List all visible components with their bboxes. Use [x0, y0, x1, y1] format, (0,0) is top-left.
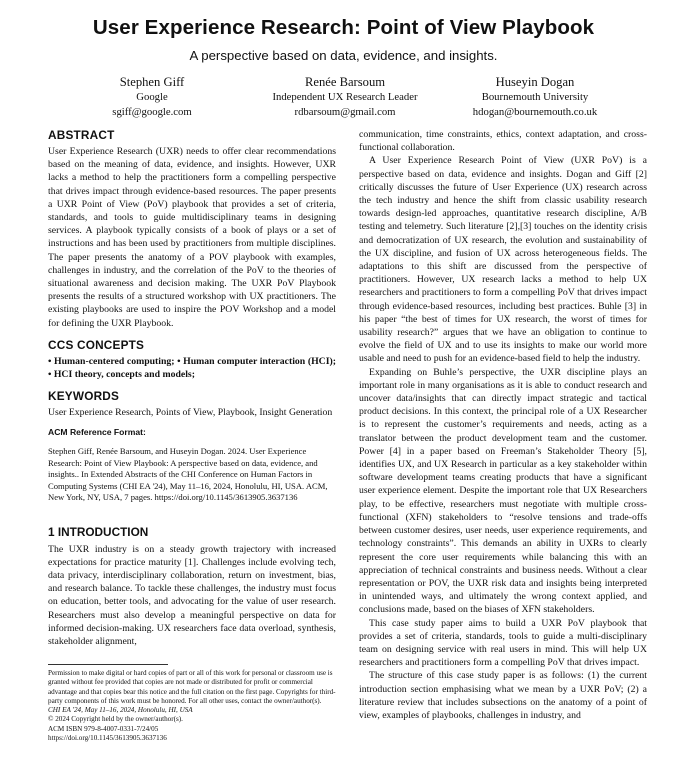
paper-subtitle: A perspective based on data, evidence, and insights. [189, 48, 498, 63]
left-column [48, 128, 336, 743]
acm-reference-heading: ACM Reference Format: [48, 427, 146, 438]
author-email: sgiff@google.com [112, 105, 192, 118]
author-affiliation: Google [136, 91, 168, 103]
author-block [235, 74, 455, 120]
paper-title: User Experience Research: Point of View Playbook [92, 16, 595, 39]
author-block [425, 74, 645, 120]
body-paragraph: Expanding on Buhle’s perspective, the UXR discipline plays an important role in many organisations as it is able to conduct research and uncover data/insights that can directly impact strategic and tactical product decisions. In this context, the principal role of a UX Researcher is to represent the customer’s requirements and needs, acting as a translator between the product development team and the customer. Power [4] in a paper based on Freeman’s Stakeholder Theory [5], identifies UX, and UX Research in particular as a key stakeholder within software development teams creating products that have a significant user experience element. Despite the important role that UX Researchers play, to be effective, researchers must negotiate with multiple cross-functional (XFN) stakeholders to “resolve tensions and trade-offs between customer desires, user needs, user experience requirements, and technology constraints”. This demands an ability in UXRs to clearly represent the core user requirements while balancing this with an appreciation of technical constraints and business needs. Without a clear representation or POV, the UXR risk data and insights being interpreted in unintended ways, and ultimately the wrong context applied, and conclusions made, based on the biases of XFN stakeholders. [359, 366, 647, 616]
abstract-text: User Experience Research (UXR) needs to offer clear recommendations based on the meaning of data, evidence, and insights. However, UXR lacks a method to help the practitioners form a compelling perspective that drives impact through evidence-based resources. The paper presents a UXR Point of View (PoV) playbook that provides a set of criteria, standards, and tools to guide multidisciplinary teams in designing services. A playbook typically consists of a book of plays or a set of instructions and has been used by practitioners from multiple disciplines. The paper presents the anatomy of a POV playbook with examples, challenges in industry, and the correlation of the PoV to the theories of situational awareness and decision making. The UXR PoV Playbook presents the results of a structured workshop with UX practitioners. The existing playbooks are used to inspire the POV Workshop and a model for defining the UXR Playbook. [48, 146, 336, 329]
body-paragraph: A User Experience Research Point of View (UXR PoV) is a perspective based on data, evidence and insights. Dogan and Giff [2] critically discusses the future of User Experience (UX) research across the tech industry and hence the shift from classic usability research towards design-led approaches, quantitative research discipline, A/B testing and telemetry. Such literature [2],[3] touches on the identity crisis and democratization of UX research, the evolution and sustainability of the UX discipline, and fusion of UX across heterogeneous fields. The adaptations to this shift are discussed from the perspective of practitioners. However, UX research lacks a method to help UX researchers and practitioners to form a compelling PoV that drives impact through evidence-based resources, including best practices. Buhle [3] in his paper “the best of times for UX research, the worst of times for usability research?” argues that we have an obligation to continue to evolve the field of UX and to use its insights to make our world more usable and need to push for an evidence-based field to help the industry. [359, 155, 647, 365]
footnote-divider [48, 664, 168, 665]
ccs-text: • Human-centered computing; • Human computer interaction (HCI); • HCI theory, concepts and models; [48, 355, 336, 381]
footnote-doi: https://doi.org/10.1145/3613905.3637136 [48, 733, 167, 742]
keywords-text: User Experience Research, Points of View, Playbook, Insight Generation [48, 407, 333, 419]
author-name: Huseyin Dogan [495, 75, 575, 89]
right-column [359, 128, 647, 722]
introduction-text: The UXR industry is on a steady growth trajectory with increased expectations for practice maturity [1]. Challenges include evolving tech, data privacy, interdisciplinary collaboration, return on investment, bias, and research balance. To tackle these challenges, the industry must focus on education, better tools, and advocating for the value of user research. Researchers must also develop a meaningful perspective on data for informed decision-making. UX researchers face data overload, synthesis, stakeholder alignment, [48, 543, 336, 648]
body-paragraph: This case study paper aims to build a UXR PoV playbook that provides a set of criteria, standards, tools to guide a multi-disciplinary team on designing service with real users in mind. This will help UX researchers and practitioners form a compelling PoV that drives impact. [359, 617, 647, 669]
author-email: rdbarsoum@gmail.com [294, 105, 396, 118]
author-name: Stephen Giff [119, 75, 185, 89]
author-email: hdogan@bournemouth.co.uk [472, 105, 598, 118]
acm-reference-text: Stephen Giff, Renée Barsoum, and Huseyin Dogan. 2024. User Experience Research: Point of View Playbook: A perspective based on data, evidence, and insights.. In Extended Abstracts of the CHI Conference on Human Factors in Computing Systems (CHI EA '24), May 11–16, 2024, Honolulu, HI, USA. ACM, New York, NY, USA, 7 pages. https://doi.org/10.1145/3613905.3637136 [48, 446, 328, 503]
author-affiliation: Independent UX Research Leader [272, 91, 418, 103]
abstract-heading: ABSTRACT [48, 128, 115, 142]
body-paragraph: The structure of this case study paper is as follows: (1) the current introduction section emphasising what we mean by a UXR PoV; (2) a literature review that includes subsections on the anatomy of a point of view, examples of playbooks, challenges in industry, and [359, 670, 647, 721]
author-affiliation: Bournemouth University [481, 91, 589, 103]
author-name: Renée Barsoum [304, 75, 386, 89]
footnote-venue: CHI EA '24, May 11–16, 2024, Honolulu, HI, USA [48, 706, 193, 715]
ccs-heading: CCS CONCEPTS [48, 337, 145, 352]
keywords-heading: KEYWORDS [48, 389, 120, 404]
footnote-isbn: ACM ISBN 979-8-4007-0331-7/24/05 [48, 724, 159, 733]
introduction-heading: 1 INTRODUCTION [48, 524, 149, 539]
footnote-copyright: © 2024 Copyright held by the owner/author(s). [48, 715, 183, 724]
footnote-permission: Permission to make digital or hard copies of part or all of this work for personal or classroom use is granted without fee provided that copies are not made or distributed for profit or commercial advantage and that copies bear this notice and the full citation on the first page. Copyrights for third-party components of this work must be honored. For all other uses, contact the owner/author(s). [48, 669, 336, 705]
body-paragraph: communication, time constraints, ethics, context adaptation, and cross-functional collaboration. [359, 129, 647, 154]
author-block [42, 74, 262, 120]
